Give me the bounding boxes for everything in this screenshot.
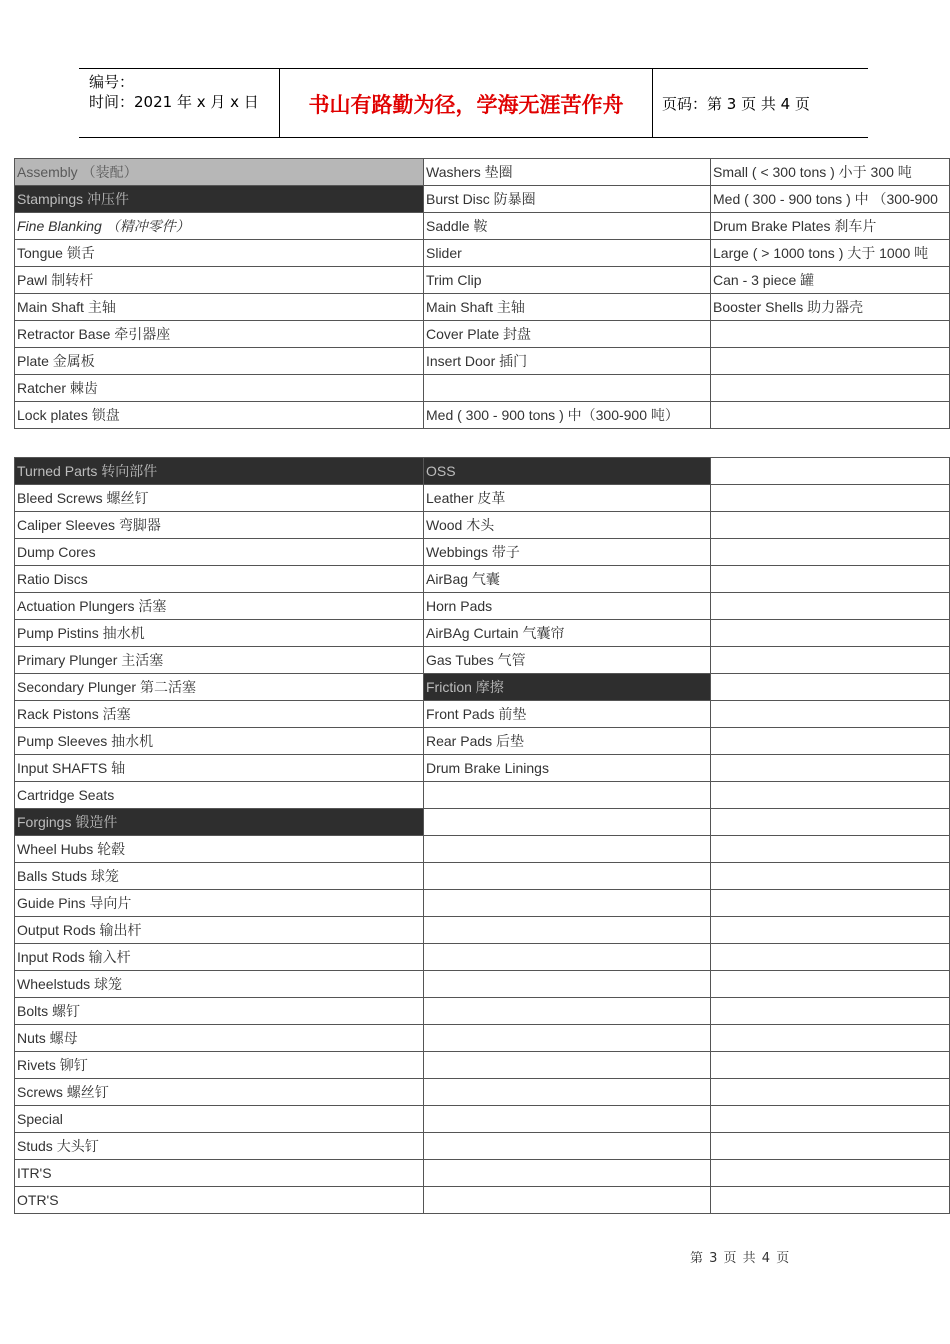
document-date: 时间：2021 年 x 月 x 日 bbox=[89, 93, 259, 111]
table-cell bbox=[711, 539, 950, 566]
table-cell: Studs 大头钉 bbox=[15, 1133, 424, 1160]
table-row bbox=[15, 485, 950, 512]
table-row bbox=[15, 1187, 950, 1214]
table-cell bbox=[711, 998, 950, 1025]
table-row bbox=[15, 620, 950, 647]
section-header-stampings: Stampings 冲压件 bbox=[15, 186, 424, 213]
table-cell bbox=[424, 863, 711, 890]
table-row bbox=[15, 971, 950, 998]
table-cell bbox=[711, 701, 950, 728]
table-row bbox=[15, 1025, 950, 1052]
table-cell: Main Shaft 主轴 bbox=[15, 294, 424, 321]
table-row bbox=[15, 890, 950, 917]
table-cell: Guide Pins 导向片 bbox=[15, 890, 424, 917]
table-cell bbox=[711, 620, 950, 647]
table-cell: Slider bbox=[424, 240, 711, 267]
table-cell bbox=[711, 458, 950, 485]
subsection-fine-blanking: Fine Blanking （精冲零件） bbox=[15, 213, 424, 240]
table-cell: Pump Sleeves 抽水机 bbox=[15, 728, 424, 755]
table-cell bbox=[424, 1133, 711, 1160]
table-cell: Rear Pads 后垫 bbox=[424, 728, 711, 755]
table-cell: Booster Shells 助力器壳 bbox=[711, 294, 950, 321]
table-cell bbox=[711, 402, 950, 429]
table-cell: Cover Plate 封盘 bbox=[424, 321, 711, 348]
table-cell: Balls Studs 球笼 bbox=[15, 863, 424, 890]
table-cell: Main Shaft 主轴 bbox=[424, 294, 711, 321]
table-cell bbox=[711, 890, 950, 917]
section-header-forgings: Forgings 锻造件 bbox=[15, 809, 424, 836]
header-meta-cell bbox=[79, 69, 280, 137]
page-footer: 第 3 页 共 4 页 bbox=[690, 1251, 791, 1266]
header-page-cell bbox=[653, 69, 868, 137]
table-cell: Tongue 锁舌 bbox=[15, 240, 424, 267]
parts-table-1 bbox=[14, 158, 950, 429]
table-cell: Retractor Base 牵引器座 bbox=[15, 321, 424, 348]
table-row bbox=[15, 375, 950, 402]
table-cell: Leather 皮革 bbox=[424, 485, 711, 512]
table-row bbox=[15, 1079, 950, 1106]
table-row bbox=[15, 213, 950, 240]
table-cell bbox=[711, 809, 950, 836]
table-row bbox=[15, 728, 950, 755]
table-row bbox=[15, 566, 950, 593]
table-cell bbox=[424, 782, 711, 809]
table-cell: Med ( 300 - 900 tons ) 中（300-900 吨） bbox=[424, 402, 711, 429]
table-row bbox=[15, 809, 950, 836]
table-cell: Large ( > 1000 tons ) 大于 1000 吨 bbox=[711, 240, 950, 267]
table-cell: Ratio Discs bbox=[15, 566, 424, 593]
table-cell bbox=[711, 836, 950, 863]
table-cell: Can - 3 piece 罐 bbox=[711, 267, 950, 294]
table-cell: Med ( 300 - 900 tons ) 中 （300-900 bbox=[711, 186, 950, 213]
table-row bbox=[15, 1160, 950, 1187]
section-header-assembly: Assembly （装配） bbox=[15, 159, 424, 186]
table-cell: Ratcher 棘齿 bbox=[15, 375, 424, 402]
table-cell: Small ( < 300 tons ) 小于 300 吨 bbox=[711, 159, 950, 186]
table-row bbox=[15, 539, 950, 566]
table-row bbox=[15, 782, 950, 809]
table-cell: Input Rods 输入杆 bbox=[15, 944, 424, 971]
table-cell: Wood 木头 bbox=[424, 512, 711, 539]
table-cell bbox=[711, 1160, 950, 1187]
table-cell bbox=[711, 755, 950, 782]
table-row bbox=[15, 348, 950, 375]
table-cell bbox=[424, 998, 711, 1025]
table-cell bbox=[711, 1025, 950, 1052]
table-cell: Nuts 螺母 bbox=[15, 1025, 424, 1052]
table-cell: Secondary Plunger 第二活塞 bbox=[15, 674, 424, 701]
table-cell bbox=[711, 566, 950, 593]
table-cell: Primary Plunger 主活塞 bbox=[15, 647, 424, 674]
table-cell bbox=[424, 809, 711, 836]
table-row bbox=[15, 294, 950, 321]
table-cell bbox=[711, 1052, 950, 1079]
table-cell: Wheelstuds 球笼 bbox=[15, 971, 424, 998]
section-header-turned-parts: Turned Parts 转向部件 bbox=[15, 458, 424, 485]
table-cell: Webbings 带子 bbox=[424, 539, 711, 566]
table-row bbox=[15, 240, 950, 267]
table-cell: Dump Cores bbox=[15, 539, 424, 566]
table-cell bbox=[711, 1133, 950, 1160]
table-row bbox=[15, 647, 950, 674]
table-cell bbox=[424, 1025, 711, 1052]
table-cell bbox=[711, 593, 950, 620]
table-cell: Cartridge Seats bbox=[15, 782, 424, 809]
table-cell: Lock plates 锁盘 bbox=[15, 402, 424, 429]
table-row bbox=[15, 755, 950, 782]
table-cell: Rivets 铆钉 bbox=[15, 1052, 424, 1079]
table-cell bbox=[711, 1079, 950, 1106]
table-row bbox=[15, 159, 950, 186]
table-row bbox=[15, 1106, 950, 1133]
table-cell bbox=[424, 917, 711, 944]
table-cell: Output Rods 输出杆 bbox=[15, 917, 424, 944]
table-cell: Washers 垫圈 bbox=[424, 159, 711, 186]
table-row bbox=[15, 836, 950, 863]
table-row bbox=[15, 186, 950, 213]
table-row bbox=[15, 593, 950, 620]
table-cell bbox=[424, 375, 711, 402]
table-row bbox=[15, 701, 950, 728]
table-cell: Wheel Hubs 轮毂 bbox=[15, 836, 424, 863]
table-cell: ITR'S bbox=[15, 1160, 424, 1187]
table-cell bbox=[711, 485, 950, 512]
section-header-friction: Friction 摩擦 bbox=[424, 674, 711, 701]
table-cell: Saddle 鞍 bbox=[424, 213, 711, 240]
table-cell: Bleed Screws 螺丝钉 bbox=[15, 485, 424, 512]
table-cell: Screws 螺丝钉 bbox=[15, 1079, 424, 1106]
table-cell bbox=[711, 674, 950, 701]
table-row bbox=[15, 267, 950, 294]
table-cell bbox=[424, 1079, 711, 1106]
table-cell bbox=[711, 944, 950, 971]
table-cell bbox=[711, 647, 950, 674]
table-cell bbox=[424, 1052, 711, 1079]
table-row bbox=[15, 321, 950, 348]
table-cell bbox=[711, 1187, 950, 1214]
table-row bbox=[15, 944, 950, 971]
table-cell: Pawl 制转杆 bbox=[15, 267, 424, 294]
table-cell bbox=[711, 321, 950, 348]
table-cell: Trim Clip bbox=[424, 267, 711, 294]
table-cell bbox=[711, 375, 950, 402]
section-header-oss: OSS bbox=[424, 458, 711, 485]
document-header bbox=[79, 68, 868, 138]
table-cell: Front Pads 前垫 bbox=[424, 701, 711, 728]
table-cell bbox=[424, 971, 711, 998]
table-row bbox=[15, 917, 950, 944]
document-number-label: 编号： bbox=[89, 73, 135, 91]
table-cell: OTR'S bbox=[15, 1187, 424, 1214]
table-cell: Special bbox=[15, 1106, 424, 1133]
table-row bbox=[15, 402, 950, 429]
header-motto: 书山有路勤为径，学海无涯苦作舟 bbox=[308, 93, 624, 117]
table-cell bbox=[711, 512, 950, 539]
parts-table-2 bbox=[14, 457, 950, 1214]
table-cell: Insert Door 插门 bbox=[424, 348, 711, 375]
table-cell bbox=[711, 863, 950, 890]
table-cell bbox=[424, 890, 711, 917]
table-cell: Plate 金属板 bbox=[15, 348, 424, 375]
table-cell bbox=[424, 1187, 711, 1214]
table-row bbox=[15, 1133, 950, 1160]
table-cell bbox=[424, 836, 711, 863]
table-cell bbox=[424, 1106, 711, 1133]
table-cell bbox=[711, 728, 950, 755]
table-cell bbox=[424, 1160, 711, 1187]
table-cell: Caliper Sleeves 弯脚器 bbox=[15, 512, 424, 539]
table-row bbox=[15, 674, 950, 701]
table-cell: Gas Tubes 气管 bbox=[424, 647, 711, 674]
table-cell bbox=[711, 917, 950, 944]
table-cell bbox=[711, 348, 950, 375]
table-cell: AirBAg Curtain 气囊帘 bbox=[424, 620, 711, 647]
table-cell bbox=[424, 944, 711, 971]
header-page-code: 页码：第 3 页 共 4 页 bbox=[662, 94, 810, 113]
table-cell: Drum Brake Plates 刹车片 bbox=[711, 213, 950, 240]
table-row bbox=[15, 863, 950, 890]
table-cell: Input SHAFTS 轴 bbox=[15, 755, 424, 782]
table-row bbox=[15, 1052, 950, 1079]
table-cell: Drum Brake Linings bbox=[424, 755, 711, 782]
table-row bbox=[15, 512, 950, 539]
table-cell: Actuation Plungers 活塞 bbox=[15, 593, 424, 620]
table-cell: Rack Pistons 活塞 bbox=[15, 701, 424, 728]
table-cell: Horn Pads bbox=[424, 593, 711, 620]
table-cell: Pump Pistins 抽水机 bbox=[15, 620, 424, 647]
table-cell bbox=[711, 971, 950, 998]
table-row bbox=[15, 458, 950, 485]
header-motto-cell bbox=[280, 69, 653, 137]
table-cell: Burst Disc 防暴圈 bbox=[424, 186, 711, 213]
table-row bbox=[15, 998, 950, 1025]
table-cell: AirBag 气囊 bbox=[424, 566, 711, 593]
table-cell: Bolts 螺钉 bbox=[15, 998, 424, 1025]
table-cell bbox=[711, 1106, 950, 1133]
table-cell bbox=[711, 782, 950, 809]
